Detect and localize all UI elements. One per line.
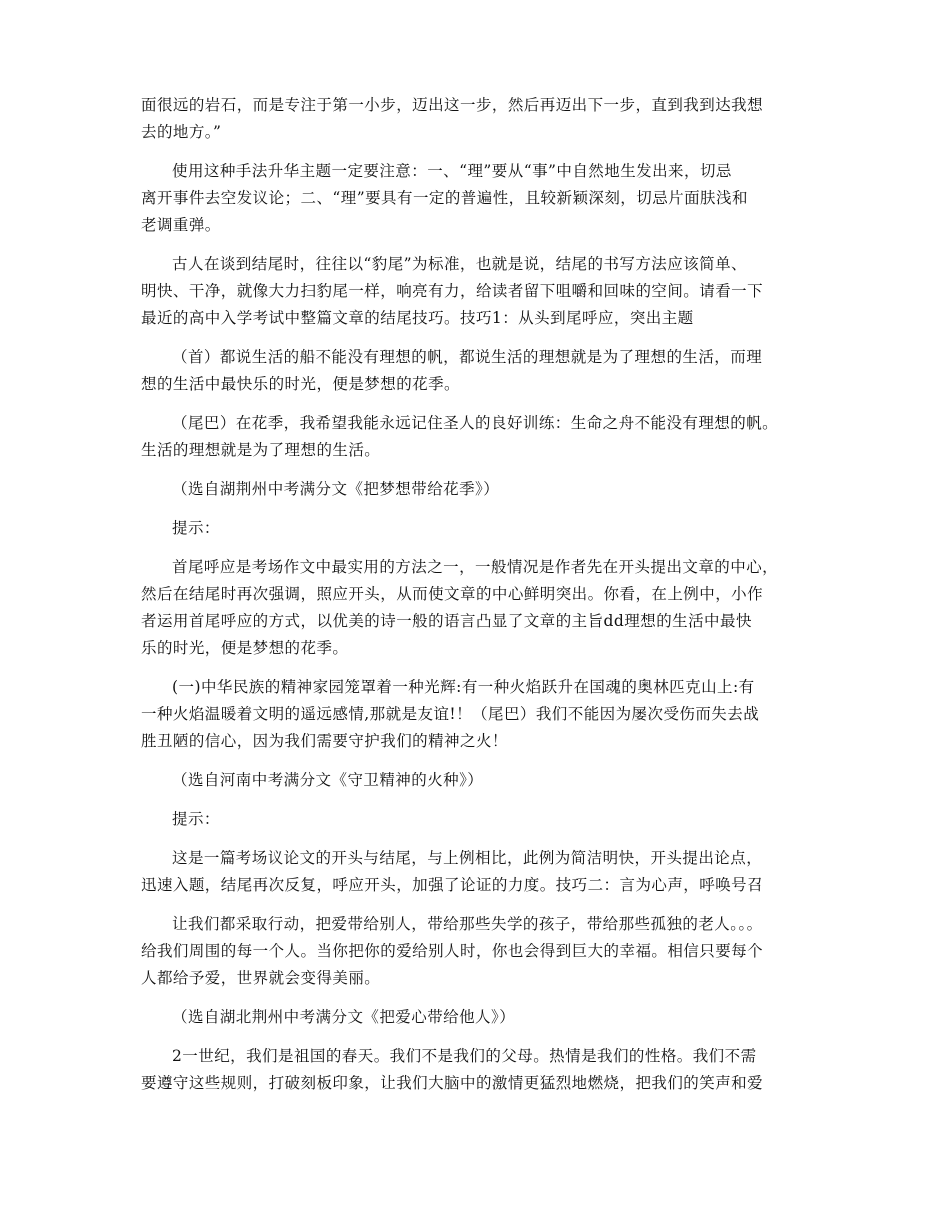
paragraph-hint-label: 提示： [172,810,220,828]
paragraph-example-two: (一)中华民族的精神家园笼罩着一种光辉:有一种火焰跃升在国魂的奥林匹克山上:有 一种火焰温暖着文明的遥远感情,那就是友谊!！（尾巴）我们不能因为屡次受伤而失去战 胜丑陋的信心，因为我们需要守护我们的精神之火！ [141,678,760,750]
paragraph-theme-elevation-notes: 使用这种手法升华主题一定要注意：一、“理”要从“事”中自然地生发出来，切忌 离开事件去空发议论；二、“理”要具有一定的普遍性，且较新颖深刻，切忌片面肤浅和 老调重弹。 [141,162,748,234]
paragraph-hint-body: 首尾呼应是考场作文中最实用的方法之一，一般情况是作者先在开头提出文章的中心， 然后在结尾时再次强调，照应开头，从而使文章的中心鲜明突出。你看，在上例中，小作 者运用首尾呼应的方式，以优美的诗一般的语言凸显了文章的主旨dd理想的生活中最快 乐的时光，便是梦想的花季。 [141,558,779,657]
paragraph-hint-label: 提示： [172,519,220,537]
paragraph-example-head: （首）都说生活的船不能没有理想的帆，都说生活的理想就是为了理想的生活，而理 想的生活中最快乐的时光，便是梦想的花季。 [141,348,763,393]
document-body [141,92,821,1109]
paragraph-leopard-tail-intro: 古人在谈到结尾时，往往以“豹尾”为标准，也就是说，结尾的书写方法应该简单、 明快、干净，就像大力扫豹尾一样，响亮有力，给读者留下咀嚼和回味的空间。请看一下 最近的高中入学考试中整篇文章的结尾技巧。技巧1：从头到尾呼应，突出主题 [141,255,764,327]
paragraph-hint-body: 这是一篇考场议论文的开头与结尾，与上例相比，此例为简洁明快，开头提出论点， 迅速入题，结尾再次反复，呼应开头，加强了论证的力度。技巧二：言为心声，呼唤号召 [141,849,764,894]
paragraph-example-three: 让我们都采取行动，把爱带给别人，带给那些失学的孩子，带给那些孤独的老人。。。 给我们周围的每一个人。当你把你的爱给别人时，你也会得到巨大的幸福。相信只要每个 人都给予爱，世界就会变得美丽。 [141,915,764,987]
paragraph-source-citation: （选自湖北荆州中考满分文《把爱心带给他人》） [172,1008,516,1026]
paragraph-source-citation: （选自河南中考满分文《守卫精神的火种》） [172,771,484,789]
paragraph-continuation: 面很远的岩石，而是专注于第一小步，迈出这一步，然后再迈出下一步，直到我到达我想 去的地方。” [141,96,764,141]
paragraph-example-four: 2一世纪，我们是祖国的春天。我们不是我们的父母。热情是我们的性格。我们不需 要遵守这些规则，打破刻板印象，让我们大脑中的激情更猛烈地燃烧，把我们的笑声和爱 [141,1047,764,1092]
paragraph-source-citation: （选自湖荆州中考满分文《把梦想带给花季》） [172,480,500,498]
paragraph-example-tail: （尾巴）在花季，我希望我能永远记住圣人的良好训练：生命之舟不能没有理想的帆。 生活的理想就是为了理想的生活。 [141,414,779,459]
